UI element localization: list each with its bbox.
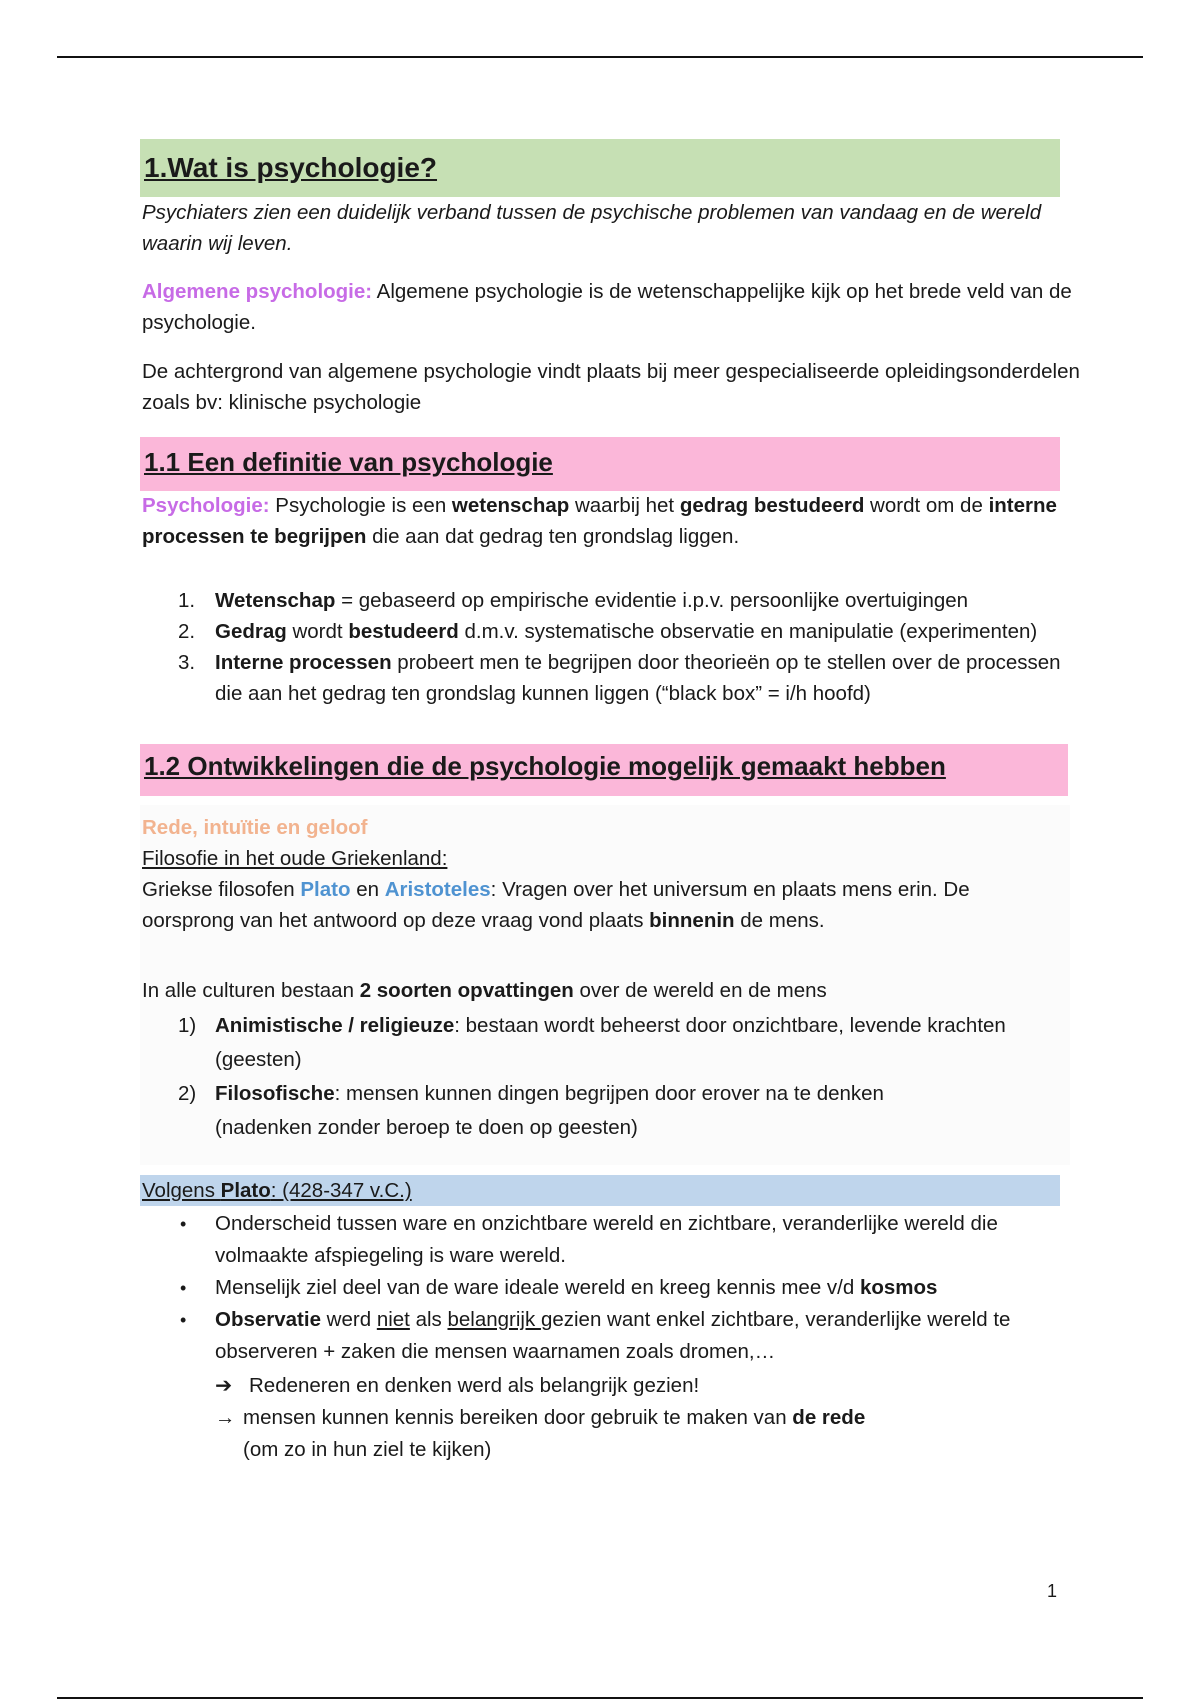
plato-heading-t2: : (428-347 v.C.): [270, 1179, 412, 1202]
plato-heading-bold: Plato: [220, 1179, 271, 1202]
list-item: [142, 1272, 1072, 1304]
list-item-bold: bestudeerd: [348, 620, 459, 643]
numbered-list: [142, 585, 1112, 709]
arrow-line-1: [142, 1370, 1072, 1402]
list-marker: 1.: [178, 589, 196, 612]
list-item-text: : mensen kunnen dingen begrijpen door erover na te denken (nadenken zonder beroep te doen op geesten): [215, 1082, 884, 1139]
list-item: [142, 1009, 1092, 1077]
list-item-underline: niet: [376, 1308, 410, 1331]
list-item-bold: Interne processen: [215, 651, 392, 674]
culturen-bold: 2 soorten opvattingen: [359, 979, 574, 1002]
grieks-t2: en: [350, 878, 385, 901]
aristoteles-name: Aristoteles: [384, 878, 491, 901]
arrow-line-2: [142, 1402, 1072, 1434]
grieks-t1: Griekse filosofen: [142, 878, 301, 901]
definitie-t2: waarbij het: [569, 494, 680, 517]
plato-heading-t1: Volgens: [142, 1179, 221, 1202]
list-item-text: gezien want enkel zichtbare, veranderlijke wereld te observeren + zaken die mensen waarnamen zoals dromen,…: [215, 1308, 1011, 1363]
list-item-text: wordt: [286, 620, 349, 643]
arrow-line-bold: de rede: [792, 1406, 866, 1429]
list-item-bold: Filosofische: [215, 1082, 335, 1105]
list-item-bold: kosmos: [859, 1276, 938, 1299]
list-item: [142, 1208, 1045, 1272]
subheading-rede: Rede, intuïtie en geloof: [142, 816, 368, 839]
definitie-paragraph: [142, 490, 1082, 552]
definitie-t3: wordt om de: [864, 494, 989, 517]
definitie-b3: interne processen te begrijpen: [142, 494, 1057, 548]
culturen-t2: over de wereld en de mens: [573, 979, 827, 1002]
arrow-right-icon: ➔: [215, 1374, 233, 1397]
algemene-term: Algemene psychologie:: [142, 280, 373, 303]
list-item-text: = gebaseerd op empirische evidentie i.p.v. persoonlijke overtuigingen: [335, 589, 969, 612]
list-item-text: Onderscheid tussen ware en onzichtbare wereld en zichtbare, veranderlijke wereld die volmaakte afspiegeling is ware wereld.: [215, 1212, 998, 1267]
achtergrond-text: De achtergrond van algemene psychologie vindt plaats bij meer gespecialiseerde opleidingsonderdelen zoals bv: klinische psychologie: [142, 360, 1080, 414]
grieks-t3: : Vragen over het universum en plaats mens erin. De oorsprong van het antwoord op deze vraag vond plaats: [142, 878, 970, 932]
arrow-line-text: (om zo in hun ziel te kijken): [243, 1438, 492, 1461]
filosofie-label: Filosofie in het oude Griekenland:: [142, 847, 448, 870]
list-item-underline: belangrijk: [447, 1308, 541, 1331]
list-item-text: werd: [320, 1308, 377, 1331]
achtergrond-paragraph: [142, 356, 1082, 418]
culturen-paragraph: [142, 975, 1082, 1006]
plato-name: Plato: [300, 878, 351, 901]
list-item-bold: Gedrag: [215, 620, 287, 643]
bullet-icon: •: [180, 1214, 187, 1234]
bullet-icon: •: [180, 1310, 187, 1330]
list-item-bold: Observatie: [215, 1308, 321, 1331]
grieks-bold: binnenin: [649, 909, 735, 932]
heading-wat-is-psychologie: 1.Wat is psychologie?: [140, 139, 1060, 197]
list-item: [142, 647, 1065, 709]
list-marker: 2.: [178, 620, 196, 643]
intro-text: Psychiaters zien een duidelijk verband tussen de psychische problemen van vandaag en de wereld waarin wij leven.: [142, 201, 1042, 255]
list-marker: 2): [178, 1082, 197, 1105]
bullet-icon: •: [180, 1278, 187, 1298]
list-marker: 1): [178, 1014, 197, 1037]
list-item-bold: Wetenschap: [215, 589, 336, 612]
top-rule: [57, 56, 1143, 58]
definitie-b1: wetenschap: [451, 494, 570, 517]
definitie-t4: die aan dat gedrag ten grondslag liggen.: [366, 525, 740, 548]
definitie-b2: gedrag bestudeerd: [679, 494, 865, 517]
arrow-line-continuation: [142, 1434, 1072, 1466]
list-item-text: als: [409, 1308, 448, 1331]
list-item-text: Menselijk ziel deel van de ware ideale wereld en kreeg kennis mee v/d: [215, 1276, 860, 1299]
rede-section: [142, 812, 1082, 936]
plato-heading: [142, 1175, 1082, 1206]
intro-paragraph: [142, 197, 1082, 259]
definitie-term: Psychologie:: [142, 494, 270, 517]
culturen-t1: In alle culturen bestaan: [142, 979, 360, 1002]
grieks-paragraph: [142, 874, 1062, 936]
list-item-text: : bestaan wordt beheerst door onzichtbare, levende krachten (geesten): [215, 1014, 1006, 1071]
list-marker: 3.: [178, 651, 196, 674]
arrow-right-icon: →: [215, 1406, 236, 1429]
page-number: 1: [1047, 1581, 1058, 1601]
list-item-text: d.m.v. systematische observatie en manipulatie (experimenten): [458, 620, 1038, 643]
algemene-paragraph: [142, 276, 1082, 338]
arrow-line-text: mensen kunnen kennis bereiken door gebruik te maken van: [243, 1406, 793, 1429]
opvattingen-list: [142, 1009, 1092, 1145]
list-item-text: probeert men te begrijpen door theorieën op te stellen over de processen die aan het gedrag ten grondslag kunnen liggen (“black box” = i/h hoofd): [215, 651, 1061, 705]
list-item: [142, 1304, 1070, 1368]
algemene-text: Algemene psychologie is de wetenschappelijke kijk op het brede veld van de psychologie.: [142, 280, 1072, 334]
arrow-line-text: Redeneren en denken werd als belangrijk gezien!: [249, 1374, 700, 1397]
list-item: [142, 1077, 975, 1145]
heading-definitie: 1.1 Een definitie van psychologie: [140, 437, 1060, 491]
grieks-t4: de mens.: [734, 909, 825, 932]
bottom-rule: [57, 1697, 1143, 1699]
list-item: [142, 616, 1112, 647]
list-item-bold: Animistische / religieuze: [215, 1014, 455, 1037]
definitie-t1: Psychologie is een: [269, 494, 452, 517]
list-item: [142, 585, 1112, 616]
heading-ontwikkelingen: 1.2 Ontwikkelingen die de psychologie mogelijk gemaakt hebben: [140, 744, 1068, 796]
plato-bullet-list: [142, 1208, 1072, 1466]
